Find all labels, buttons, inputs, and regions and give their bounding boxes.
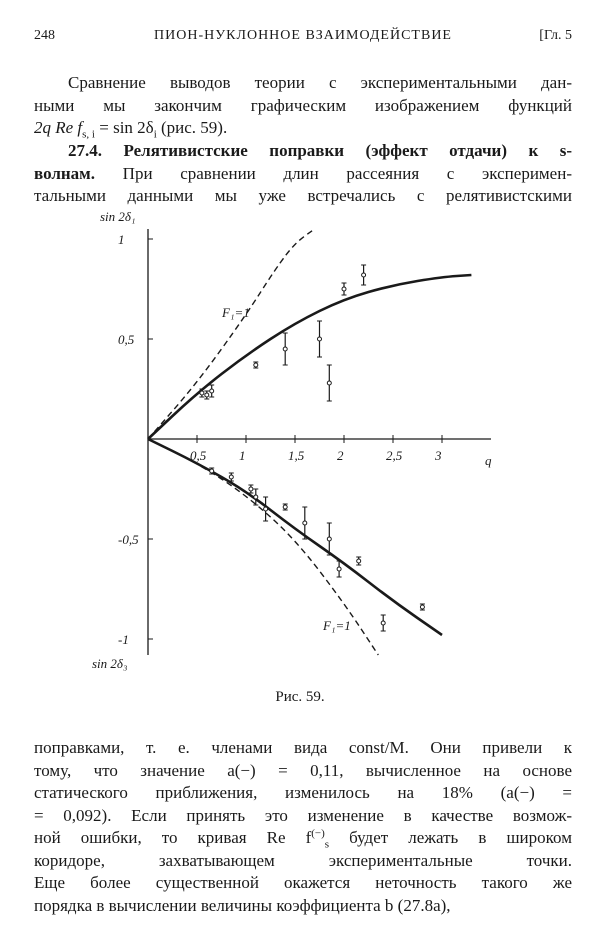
text-line: тальными данными мы уже встречались с релятивистскими <box>34 186 572 205</box>
plot-axes <box>148 229 491 655</box>
data-point <box>303 521 307 525</box>
x-tick-label: 3 <box>435 448 442 463</box>
text-part: ной ошибки, то кривая Re f <box>34 828 312 847</box>
subscript: s <box>324 838 330 851</box>
figure-59-plot <box>0 205 600 685</box>
curve-series-2 <box>148 439 442 635</box>
y-axis-label-bottom: sin 2δ₃ <box>92 656 128 671</box>
x-tick-label: 1,5 <box>288 448 305 463</box>
text-line: порядка в вычислении величины коэффициента b (27.8а), <box>34 895 451 915</box>
running-title: ПИОН-НУКЛОННОЕ ВЗАИМОДЕЙСТВИЕ <box>154 28 452 43</box>
formula-part: = sin 2δ <box>95 118 154 137</box>
section-number: 27.4. <box>68 141 102 160</box>
page-number: 248 <box>34 28 55 43</box>
formula-part: (рис. 59). <box>156 118 228 137</box>
chapter-label: [Гл. 5 <box>539 28 572 43</box>
data-point <box>229 475 233 479</box>
data-point <box>210 389 214 393</box>
formula-subscript: s, i <box>82 128 95 141</box>
data-point <box>327 381 331 385</box>
y-tick-label: -1 <box>118 632 129 647</box>
data-point <box>264 507 268 511</box>
figure-caption: Рис. 59. <box>275 689 325 705</box>
x-tick-label: 0,5 <box>190 448 207 463</box>
data-point <box>283 347 287 351</box>
curve-label-bottom: F₁=1 <box>323 618 351 633</box>
formula-line <box>34 117 572 140</box>
paragraph-intro <box>34 72 572 140</box>
data-point <box>254 495 258 499</box>
y-tick-label: -0,5 <box>118 532 139 547</box>
curve-series-1 <box>148 229 315 439</box>
section-text: При сравнении длин рассеяния с эксперимен- <box>95 163 572 183</box>
data-point <box>342 287 346 291</box>
section-27-4 <box>34 140 572 208</box>
text-line: ными мы закончим графическим изображением функций <box>34 95 572 115</box>
y-axis-label-top: sin 2δ₁ <box>100 209 136 224</box>
superscript: (−) <box>311 827 325 840</box>
data-point <box>205 393 209 397</box>
text-line <box>34 827 572 850</box>
data-point <box>362 273 366 277</box>
data-point <box>200 391 204 395</box>
data-point <box>337 567 341 571</box>
data-point <box>210 469 214 473</box>
formula-part: 2q Re f <box>34 118 83 137</box>
curve-label-top: F₁=1 <box>222 305 250 320</box>
text-line: коридоре, захватывающем экспериментальные точки. <box>34 850 572 870</box>
text-line: Сравнение выводов теории с экспериментальными дан- <box>68 73 572 92</box>
curve-series-0 <box>148 275 471 439</box>
data-point <box>327 537 331 541</box>
x-tick-label: 2 <box>337 448 344 463</box>
paragraph-continuation <box>34 737 572 917</box>
section-title: Релятивистские поправки (эффект отдачи) к s- <box>102 141 572 160</box>
x-tick-label: 1 <box>239 448 246 463</box>
text-line: статического приближения, изменилось на 18% (a(−) = <box>34 783 572 802</box>
data-point <box>318 337 322 341</box>
data-point <box>357 559 361 563</box>
data-point <box>420 605 424 609</box>
text-line: Еще более существенной окажется неточность такого же <box>34 873 572 892</box>
text-line <box>34 163 572 186</box>
running-header <box>34 28 572 50</box>
text-line: = 0,092). Если принять это изменение в качестве возмож- <box>34 805 572 825</box>
text-line: тому, что значение a(−) = 0,11, вычисленное на основе <box>34 760 572 780</box>
data-point <box>249 487 253 491</box>
formula-subscript: i <box>153 128 157 141</box>
x-tick-label: 2,5 <box>386 448 403 463</box>
section-title: волнам. <box>34 163 96 183</box>
data-point <box>254 363 258 367</box>
y-tick-label: 1 <box>118 232 125 247</box>
data-point <box>381 621 385 625</box>
text-line: поправками, т. е. членами вида const/M. Они привели к <box>34 738 572 757</box>
y-tick-label: 0,5 <box>118 332 135 347</box>
x-axis-label: q <box>485 453 492 468</box>
text-part: будет лежать в широком <box>329 828 572 847</box>
data-point <box>283 505 287 509</box>
section-heading-line <box>34 140 572 163</box>
